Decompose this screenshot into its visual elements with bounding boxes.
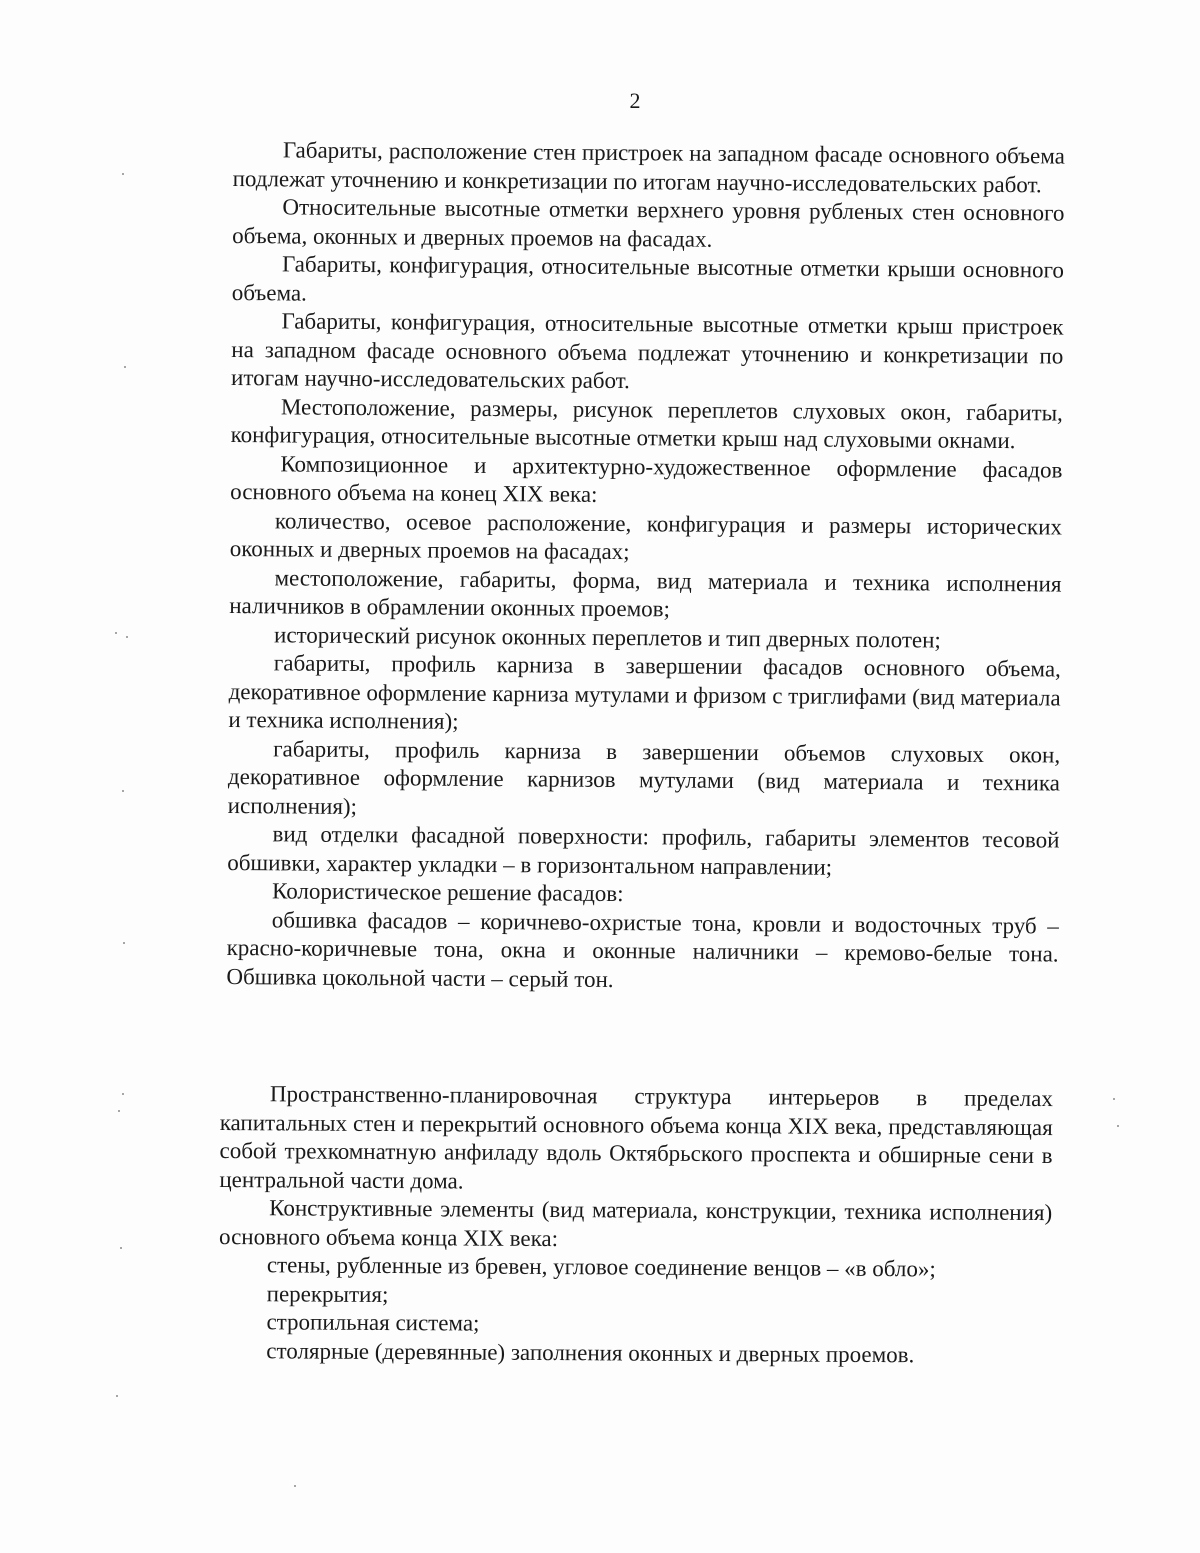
scan-speck — [118, 1110, 120, 1112]
paragraph: Габариты, конфигурация, относительные высотные отметки крыши основного объема. — [231, 251, 1065, 306]
scan-speck — [123, 942, 125, 944]
paragraph: Местоположение, размеры, рисунок переплетов слуховых окон, габариты, конфигурация, относительные высотные отметки крыш над слуховыми окнами. — [230, 393, 1063, 454]
list-item: обшивка фасадов – коричнево-охристые тона, кровли и водосточных труб – красно-коричневые тона, окна и оконные наличники – кремово-белые тона. Обшивка цокольной части – серый тон. — [226, 906, 1059, 992]
list-item: стропильная система; — [266, 1309, 480, 1336]
scan-speck — [126, 636, 128, 638]
paragraph: Композиционное и архитектурно-художественное оформление фасадов основного объема на конец XIX века: — [230, 450, 1063, 507]
paragraph: Габариты, расположение стен пристроек на западном фасаде основного объема подлежат уточнению и конкретизации по итогам научно-исследовательских работ. — [232, 137, 1065, 197]
scan-speck — [1113, 1098, 1115, 1100]
scan-speck — [124, 366, 126, 368]
paragraph: Относительные высотные отметки верхнего уровня рубленых стен основного объема, оконных и дверных проемов на фасадах. — [232, 194, 1065, 252]
scan-speck — [1117, 1125, 1119, 1127]
paragraph: Конструктивные элементы (вид материала, конструкции, техника исполнения) основного объема конца XIX века: — [218, 1195, 1053, 1251]
list-item: габариты, профиль карниза в завершении объемов слуховых окон, декоративное оформление карнизов мутулами (вид материала и техника исполнения); — [227, 735, 1061, 819]
list-item: вид отделки фасадной поверхности: профиль, габариты элементов тесовой обшивки, характер укладки – в горизонтальном направлении; — [227, 821, 1060, 880]
list-item: габариты, профиль карниза в завершении фасадов основного объема, декоративное оформление карниза мутулами и фризом с триглифами (вид материала и техника исполнения); — [228, 650, 1061, 734]
list-item: перекрытия; — [266, 1280, 389, 1307]
list-item: Колористическое решение фасадов: — [271, 878, 624, 907]
scan-speck — [122, 173, 124, 175]
section-one-text — [226, 136, 1065, 998]
list-item: исторический рисунок оконных переплетов и тип дверных полотен; — [273, 621, 941, 653]
scan-speck — [120, 1247, 122, 1249]
scan-speck — [122, 1093, 124, 1095]
list-item: столярные (деревянные) заполнения оконных и дверных проемов. — [266, 1337, 915, 1367]
scan-speck — [115, 632, 117, 634]
page-number: 2 — [629, 88, 641, 113]
scan-speck — [122, 790, 124, 792]
paragraph: Пространственно-планировочная структура интерьеров в пределах капитальных стен и перекрытий основного объема конца XIX века, представляющая собой трехкомнатную анфиладу вдоль Октябрьского проспекта и обширные сени в центральной части дома. — [219, 1081, 1053, 1193]
scan-speck — [294, 1485, 296, 1487]
list-item: количество, осевое расположение, конфигурация и размеры исторических оконных и дверных проемов на фасадах; — [229, 507, 1063, 565]
paragraph: Габариты, конфигурация, относительные высотные отметки крыш пристроек на западном фасаде основного объема подлежат уточнению и конкретизации по итогам научно-исследовательских работ. — [231, 308, 1064, 394]
scan-speck — [116, 1395, 118, 1397]
list-item: местоположение, габариты, форма, вид материала и техника исполнения наличников в обрамлении оконных проемов; — [229, 564, 1062, 622]
section-two-text — [218, 1080, 1053, 1370]
list-item: стены, рубленные из бревен, угловое соединение венцов – «в обло»; — [266, 1252, 936, 1282]
